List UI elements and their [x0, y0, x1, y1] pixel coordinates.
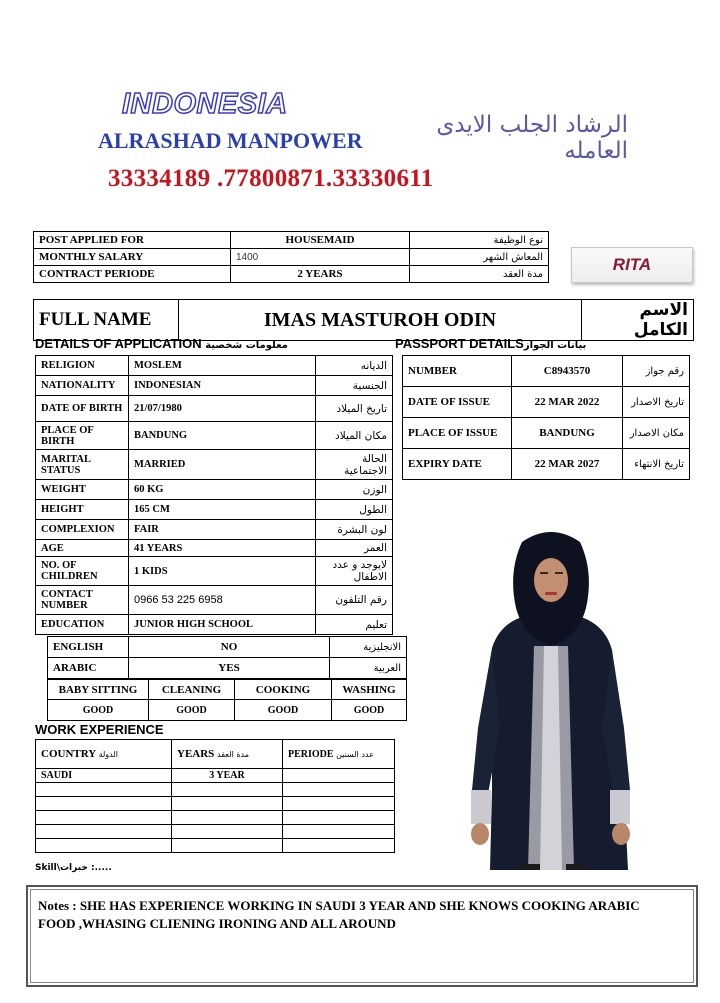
work-years	[172, 839, 283, 853]
details-table	[35, 355, 393, 635]
detail-value: 165 CM	[129, 500, 316, 520]
detail-label: HEIGHT	[36, 500, 129, 520]
detail-label-ar: الوزن	[316, 480, 393, 500]
detail-row	[36, 540, 393, 557]
detail-value: 41 YEARS	[129, 540, 316, 557]
contract-label: CONTRACT PERIODE	[34, 266, 231, 283]
contract-value: 2 YEARS	[231, 266, 410, 283]
passport-value: 22 MAR 2027	[512, 449, 623, 480]
detail-label-ar: الحالة الاجتماعية	[316, 450, 393, 480]
post-label: POST APPLIED FOR	[34, 232, 231, 249]
passport-row	[403, 418, 690, 449]
detail-label: NO. OF CHILDREN	[36, 557, 129, 586]
detail-row	[36, 500, 393, 520]
detail-value: 21/07/1980	[129, 396, 316, 422]
detail-row	[36, 356, 393, 376]
full-name-value: IMAS MASTUROH ODIN	[179, 300, 582, 341]
work-years	[172, 797, 283, 811]
detail-row	[36, 422, 393, 450]
work-experience-table	[35, 739, 395, 853]
work-country	[36, 825, 172, 839]
skill-value: GOOD	[149, 700, 235, 721]
passport-row	[403, 449, 690, 480]
work-periode-ar: عدد السنين	[336, 749, 374, 759]
detail-label-ar: تعليم	[316, 615, 393, 635]
detail-label-ar: رقم التلفون	[316, 586, 393, 615]
detail-label: WEIGHT	[36, 480, 129, 500]
passport-title-en: PASSPORT DETAILS	[395, 336, 524, 351]
work-country-ar: الدولة	[98, 750, 119, 759]
work-country	[36, 783, 172, 797]
passport-section-title	[395, 336, 586, 351]
work-periode	[283, 783, 395, 797]
passport-value: BANDUNG	[512, 418, 623, 449]
work-country	[36, 811, 172, 825]
work-periode-label: PERIODE	[288, 748, 334, 760]
work-country	[36, 839, 172, 853]
detail-label-ar: تاريخ الميلاد	[316, 396, 393, 422]
salary-value: 1400	[231, 249, 410, 266]
skill-header: CLEANING	[149, 680, 235, 700]
passport-label-ar: تاريخ الانتهاء	[623, 449, 690, 480]
detail-value: MARRIED	[129, 450, 316, 480]
language-row	[48, 637, 407, 658]
detail-row	[36, 557, 393, 586]
language-label: ARABIC	[48, 658, 129, 679]
detail-value: 1 KIDS	[129, 557, 316, 586]
skill-value: GOOD	[235, 700, 332, 721]
language-value: NO	[129, 637, 330, 658]
notes-box	[26, 885, 698, 987]
salary-label: MONTHLY SALARY	[34, 249, 231, 266]
work-periode	[283, 797, 395, 811]
detail-label: MARITAL STATUS	[36, 450, 129, 480]
passport-label: PLACE OF ISSUE	[403, 418, 512, 449]
detail-value: BANDUNG	[129, 422, 316, 450]
contract-label-ar: مدة العقد	[410, 266, 549, 283]
detail-label: PLACE OF BIRTH	[36, 422, 129, 450]
language-label: ENGLISH	[48, 637, 129, 658]
agency-name-arabic: الرشاد الجلب الايدى العامله	[436, 112, 628, 164]
skill-header: BABY SITTING	[48, 680, 149, 700]
agency-name: ALRASHAD MANPOWER	[98, 128, 363, 153]
work-years	[172, 825, 283, 839]
full-name-label: FULL NAME	[34, 300, 179, 341]
detail-label-ar: العمر	[316, 540, 393, 557]
work-periode	[283, 811, 395, 825]
post-value: HOUSEMAID	[231, 232, 410, 249]
work-country: SAUDI	[36, 769, 172, 783]
passport-row	[403, 387, 690, 418]
detail-label: CONTACT NUMBER	[36, 586, 129, 615]
full-name-label-ar: الاسم الكامل	[582, 300, 694, 341]
post-label-ar: نوع الوظيفة	[410, 232, 549, 249]
detail-value: 60 KG	[129, 480, 316, 500]
detail-label: DATE OF BIRTH	[36, 396, 129, 422]
nickname-badge: RITA	[571, 247, 693, 283]
detail-label: EDUCATION	[36, 615, 129, 635]
work-row	[36, 783, 395, 797]
languages-table	[47, 636, 407, 679]
detail-label-ar: الديانه	[316, 356, 393, 376]
detail-label-ar: لايوجد و عدد الاطفال	[316, 557, 393, 586]
skill-header: COOKING	[235, 680, 332, 700]
work-row	[36, 797, 395, 811]
detail-label: RELIGION	[36, 356, 129, 376]
detail-label-ar: الطول	[316, 500, 393, 520]
work-experience-title: WORK EXPERIENCE	[35, 722, 164, 737]
work-country	[36, 797, 172, 811]
details-title-en: DETAILS OF APPLICATION	[35, 336, 202, 351]
work-years-label: YEARS	[177, 748, 215, 760]
detail-label-ar: مكان الميلاد	[316, 422, 393, 450]
detail-value: MOSLEM	[129, 356, 316, 376]
country-title: INDONESIA	[122, 88, 288, 120]
passport-value: 22 MAR 2022	[512, 387, 623, 418]
work-periode	[283, 839, 395, 853]
post-table	[33, 231, 549, 283]
work-periode	[283, 769, 395, 783]
passport-table	[402, 355, 690, 480]
full-name-table	[33, 299, 694, 341]
salary-label-ar: المعاش الشهر	[410, 249, 549, 266]
skill-value: GOOD	[332, 700, 407, 721]
work-years-ar: مدة العقد	[217, 750, 250, 759]
passport-title-ar: بيانات الجواز	[523, 340, 587, 351]
language-label-ar: الانجليزية	[330, 637, 407, 658]
detail-value: INDONESIAN	[129, 376, 316, 396]
detail-label: NATIONALITY	[36, 376, 129, 396]
detail-row	[36, 520, 393, 540]
passport-label: NUMBER	[403, 356, 512, 387]
work-years: 3 YEAR	[172, 769, 283, 783]
detail-row	[36, 586, 393, 615]
detail-label: COMPLEXION	[36, 520, 129, 540]
passport-label: DATE OF ISSUE	[403, 387, 512, 418]
work-country-label: COUNTRY	[41, 748, 96, 760]
detail-row	[36, 480, 393, 500]
work-row	[36, 839, 395, 853]
skill-note: Skill\خبرات :.....	[35, 863, 112, 873]
detail-row	[36, 450, 393, 480]
work-col-country	[36, 740, 172, 769]
detail-value: FAIR	[129, 520, 316, 540]
language-label-ar: العربية	[330, 658, 407, 679]
notes-text: Notes : SHE HAS EXPERIENCE WORKING IN SAUDI 3 YEAR AND SHE KNOWS COOKING ARABIC FOOD ,WHASING CLIENING IRONING AND ALL AROUND	[38, 898, 640, 931]
work-row	[36, 811, 395, 825]
detail-value: JUNIOR HIGH SCHOOL	[129, 615, 316, 635]
detail-label: AGE	[36, 540, 129, 557]
detail-row	[36, 376, 393, 396]
work-col-periode	[283, 740, 395, 769]
detail-label-ar: الجنسية	[316, 376, 393, 396]
passport-label-ar: مكان الاصدار	[623, 418, 690, 449]
work-col-years	[172, 740, 283, 769]
detail-row	[36, 615, 393, 635]
work-periode	[283, 825, 395, 839]
passport-value: C8943570	[512, 356, 623, 387]
passport-label: EXPIRY DATE	[403, 449, 512, 480]
passport-label-ar: رقم جواز	[623, 356, 690, 387]
language-row	[48, 658, 407, 679]
work-years	[172, 811, 283, 825]
language-value: YES	[129, 658, 330, 679]
work-row	[36, 825, 395, 839]
skill-value: GOOD	[48, 700, 149, 721]
agency-phones: 33334189 .77800871.33330611	[108, 165, 434, 192]
detail-value: 0966 53 225 6958	[129, 586, 316, 615]
skill-header: WASHING	[332, 680, 407, 700]
detail-label-ar: لون البشرة	[316, 520, 393, 540]
applicant-photo	[470, 528, 632, 870]
passport-row	[403, 356, 690, 387]
passport-label-ar: تاريخ الاصدار	[623, 387, 690, 418]
work-row	[36, 769, 395, 783]
detail-row	[36, 396, 393, 422]
details-section-title	[35, 336, 288, 351]
skills-table	[47, 679, 407, 721]
work-years	[172, 783, 283, 797]
details-title-ar: معلومات شخصية	[205, 340, 288, 351]
